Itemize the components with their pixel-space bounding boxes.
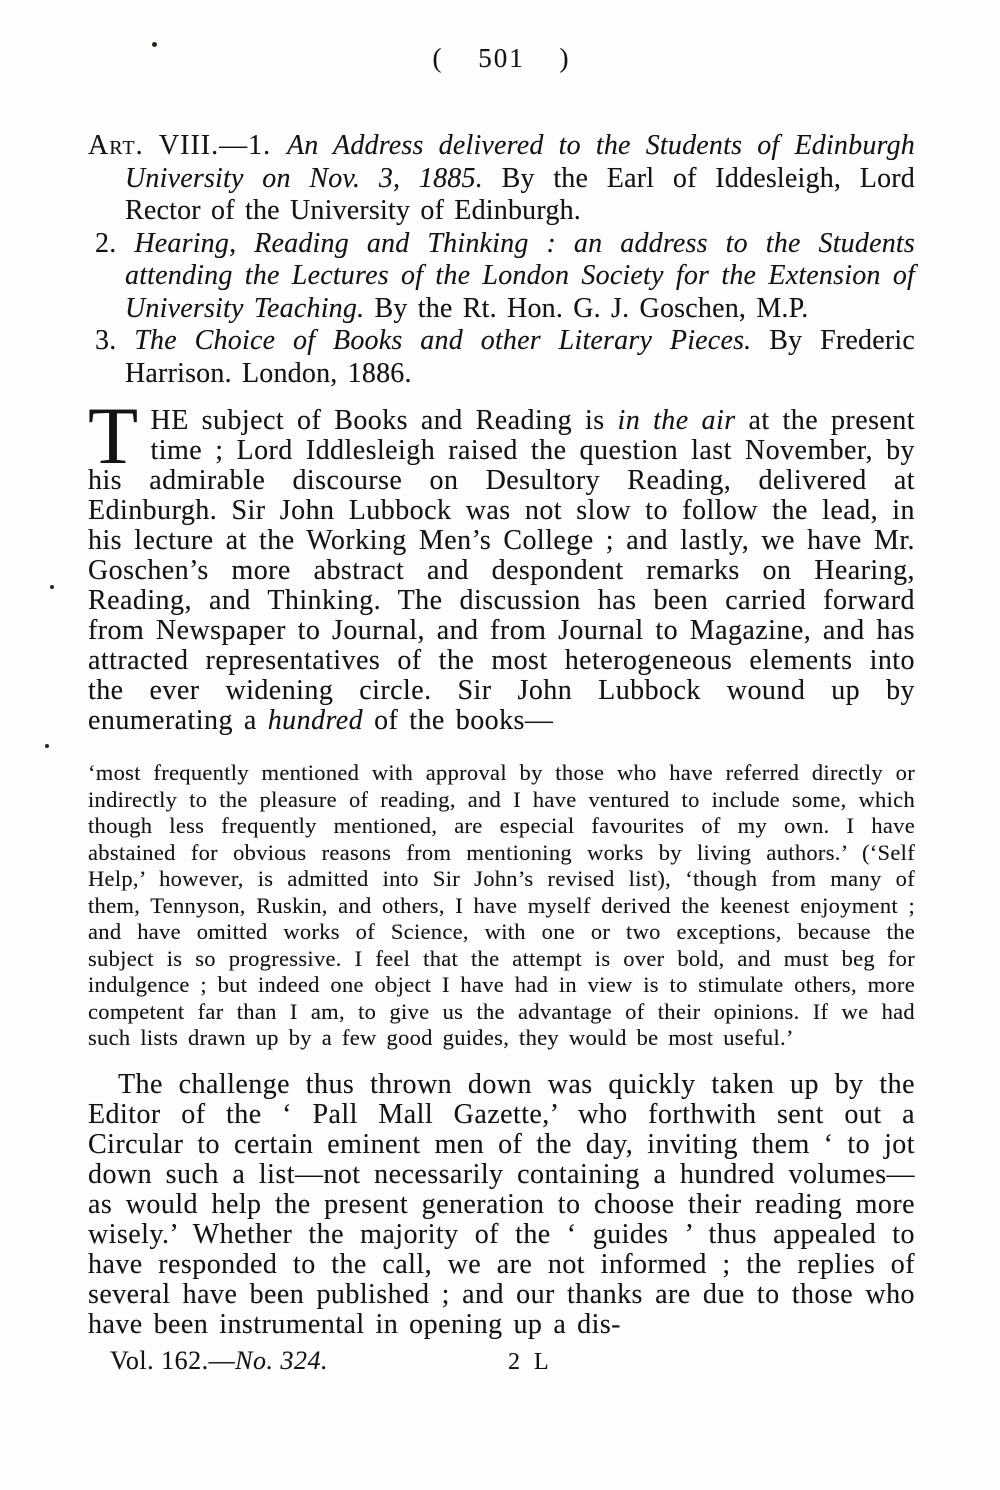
- text-run: By Frederic Harrison. London, 1886.: [125, 325, 916, 389]
- text-run: The Choice of Books and other Literary Pieces.: [134, 325, 752, 356]
- footer-line: [88, 1344, 915, 1380]
- text-run: of the books—: [363, 705, 554, 736]
- text-run: HE subject of Books and Reading is: [150, 405, 618, 436]
- text-run: An Address delivered to the Students of Edinburgh University on Nov. 3, 1885.: [125, 130, 915, 194]
- text-run: No. 324.: [235, 1345, 328, 1375]
- text-run: By the Rt. Hon. G. J. Goschen, M.P.: [364, 292, 809, 324]
- heading-item-1: [88, 130, 915, 228]
- heading-item-2: [88, 228, 915, 326]
- text-run: The challenge thus thrown down was quickly taken up by the Editor of the ‘ Pall Mall Gazette,’ who forthwith sent out a Circular to certain eminent men of the day, inviting them ‘ to jot down such a list—not necessarily containing a hundred volumes—as would help the present generation to choose their reading more wisely.’ Whether the majority of the ‘ guides ’ thus appealed to have responded to the call, we are not informed ; the replies of several have been published ; and our thanks are due to those who have been instrumental in opening up a dis-: [88, 1068, 915, 1340]
- scan-speck: [45, 744, 49, 748]
- page-number: ( 501 ): [432, 43, 571, 73]
- text-run: ‘most frequently mentioned with approval by those who have referred directly or indirectly to the pleasure of reading, and I have ventured to include some, which though less frequently mentioned, are especial favourites of my own. I have abstained for obvious reasons from mentioning works by living authors.’ (‘Self Help,’ however, is admitted into Sir John’s revised list), ‘though from many of them, Tennyson, Ruskin, and others, I have myself derived the keenest enjoyment ; and have omitted works of Science, with one or two exceptions, because the subject is so progressive. I feel that the attempt is over bold, and must beg for indulgence ; but indeed one object I have had in view is to stimulate others, more competent far than I am, to give us the advantage of their opinions. If we had such lists drawn up by a few good guides, they would be most useful.’: [88, 760, 915, 1050]
- scan-speck: [152, 42, 157, 47]
- volume-number: [110, 1346, 328, 1375]
- block-quotation: [88, 760, 915, 1052]
- paragraph-challenge: [88, 1070, 915, 1340]
- paragraph-opening-text: [88, 390, 915, 736]
- scan-speck: [50, 585, 54, 589]
- text-run: 3.: [95, 325, 135, 356]
- text-run: in the air: [617, 405, 736, 436]
- paragraph-opening: [88, 390, 915, 736]
- text-run: 2.: [95, 227, 135, 259]
- article-heading: [88, 130, 915, 390]
- signature-mark: 2 L: [508, 1348, 553, 1375]
- text-run: at the present time ; Lord Iddlesleigh raised the question last November, by his admirable discourse on Desultory Reading, delivered at Edinburgh. Sir John Lubbock was not slow to follow the lead, in his lecture at the Working Men’s College ; and lastly, we have Mr. Goschen’s more abstract and despondent remarks on Hearing, Reading, and Thinking. The discussion has been carried forward from Newspaper to Journal, and from Journal to Magazine, and has attracted representatives of the most heterogeneous elements into the ever widening circle. Sir John Lubbock wound up by enumerating a: [88, 405, 915, 736]
- text-run: hundred: [267, 705, 364, 736]
- text-run: Vol. 162.—: [110, 1345, 236, 1375]
- drop-cap: T: [88, 390, 139, 481]
- heading-item-3: [88, 325, 915, 390]
- text-run: By the Earl of Iddesleigh, Lord Rector of the University of Edinburgh.: [125, 162, 916, 226]
- text-run: Art. VIII.—1.: [88, 130, 287, 161]
- text-run: Hearing, Reading and Thinking : an address to the Students attending the Lectures of the London Society for the Extension of University Teaching.: [125, 227, 915, 324]
